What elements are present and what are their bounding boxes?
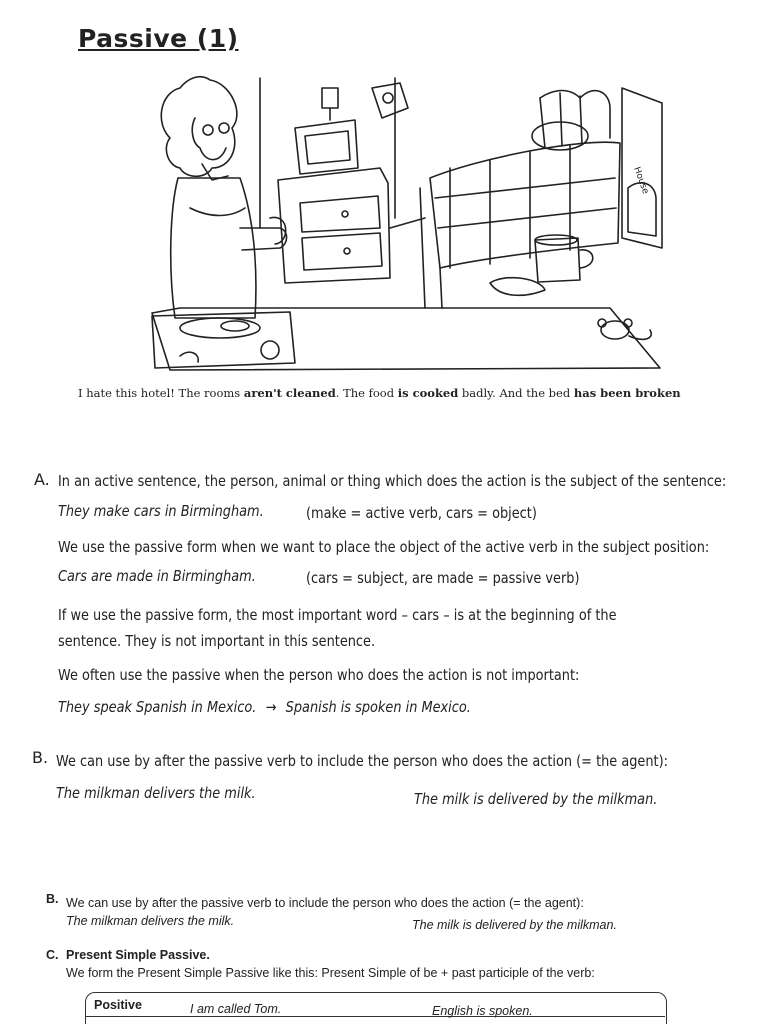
table-cell [432,1004,533,1018]
section-a-marker: A. [34,470,50,489]
section-a-example3 [58,698,471,716]
section-b-line1: We can use by after the passive verb to include the person who does the action (= the agent): [56,752,668,770]
section-a-line4: We often use the passive when the person who does the action is not important: [58,666,580,684]
section-a-line1: In an active sentence, the person, animal or thing which does the action is the subject of the sentence: [58,472,727,490]
caption-text: badly. And the bed [458,386,574,400]
section-c-line1: We form the Present Simple Passive like this: Present Simple of be + past participle of the verb: [66,966,595,980]
section-b-marker: B. [32,748,49,767]
house-sign-text: House [631,165,651,196]
example-sentence: They speak Spanish in Mexico. [58,698,257,716]
table-row-label: Positive [94,998,142,1012]
table-cell-text: English is spoken. [432,1004,533,1018]
section-b-print-marker: B. [46,892,59,906]
caption-bold: is cooked [397,386,459,400]
example-sentence: The milkman delivers the milk. [66,914,235,928]
arrow-icon: → [265,698,277,716]
section-a-example2 [58,567,256,585]
page-title: Passive (1) [78,24,239,53]
section-b-print-line1: We can use by after the passive verb to include the person who does the action (= the agent): [66,896,584,910]
section-b-print-example-passive [412,918,617,932]
caption-bold: has been broken [573,386,681,400]
section-b-example-active [56,784,256,802]
caption-text: I hate this hotel! The rooms [78,386,244,400]
section-c-heading: Present Simple Passive. [66,948,210,962]
table-divider [85,1016,665,1017]
table-cell [190,1002,281,1016]
table-cell-text: I am called Tom. [190,1002,282,1016]
section-a-line2: We use the passive form when we want to place the object of the active verb in the subject position: [58,538,710,556]
illustration-caption [78,386,681,400]
section-a-example2-note: (cars = subject, are made = passive verb) [306,569,580,587]
example-sentence: The milk is delivered by the milkman. [414,790,658,808]
example-sentence: The milk is delivered by the milkman. [412,918,617,932]
example-sentence: The milkman delivers the milk. [56,784,256,802]
section-a-example1-note: (make = active verb, cars = object) [306,504,537,522]
example-sentence: Spanish is spoken in Mexico. [285,698,471,716]
tense-table [85,992,667,1024]
section-c-marker: C. [46,948,59,962]
caption-text: . The food [335,386,398,400]
caption-bold: aren't cleaned [243,386,336,400]
section-a-line3b: sentence. They is not important in this sentence. [58,632,376,650]
section-b-example-passive [414,790,657,808]
hotel-room-illustration [150,68,668,376]
section-a-example1 [58,502,264,520]
example-sentence: Cars are made in Birmingham. [58,567,256,585]
example-sentence: They make cars in Birmingham. [58,502,264,520]
section-b-print-example-active [66,914,234,928]
section-a-line3a: If we use the passive form, the most important word – cars – is at the beginning of the [58,606,617,624]
